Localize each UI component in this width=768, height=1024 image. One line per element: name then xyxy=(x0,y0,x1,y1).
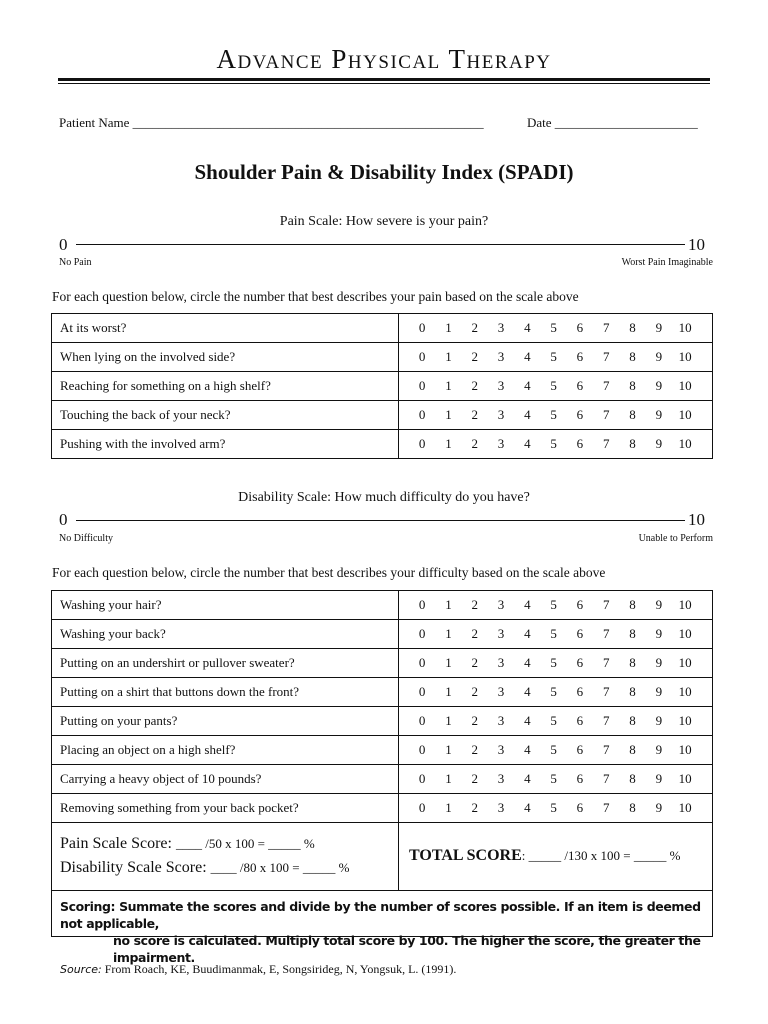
pain-rating-options xyxy=(399,430,713,459)
rating-option[interactable]: 5 xyxy=(550,407,557,422)
disability-rating-options xyxy=(399,765,713,794)
rating-option[interactable]: 3 xyxy=(497,771,505,786)
rating-option[interactable]: 3 xyxy=(497,320,505,335)
rating-option[interactable]: 5 xyxy=(550,320,557,335)
disability-scale-line xyxy=(76,520,685,521)
rating-option[interactable]: 0 xyxy=(418,407,426,422)
rating-option[interactable]: 1 xyxy=(445,684,452,699)
pain-rating-options xyxy=(399,401,713,430)
rating-option[interactable]: 8 xyxy=(629,407,636,422)
pain-questions-table xyxy=(51,313,713,459)
rating-option[interactable]: 2 xyxy=(471,407,478,422)
pain-question-label: Pushing with the involved arm? xyxy=(52,430,399,459)
scoring-line-2: no score is calculated. Multiply total score by 100. The higher the score, the greater the impairment. xyxy=(113,933,701,965)
disability-question-label: Putting on your pants? xyxy=(52,707,399,736)
rating-option[interactable]: 7 xyxy=(602,378,610,393)
rating-option[interactable]: 9 xyxy=(655,742,663,757)
rating-option[interactable]: 8 xyxy=(629,742,636,757)
rating-option[interactable]: 2 xyxy=(471,349,478,364)
rating-option[interactable]: 1 xyxy=(445,800,452,815)
rating-option[interactable]: 8 xyxy=(629,713,636,728)
disability-question-label: Placing an object on a high shelf? xyxy=(52,736,399,765)
disability-score-formula[interactable]: ____ /80 x 100 = _____ % xyxy=(210,860,350,875)
rating-option[interactable]: 3 xyxy=(497,597,505,612)
source-text: From Roach, KE, Buudimanmak, E, Songsirideg, N, Yongsuk, L. (1991). xyxy=(104,962,457,976)
rating-option[interactable]: 9 xyxy=(655,800,663,815)
date-field[interactable]: Date ______________________ xyxy=(527,115,698,130)
rating-option[interactable]: 8 xyxy=(629,655,636,670)
rating-option[interactable]: 7 xyxy=(602,320,610,335)
disability-question-label: Putting on a shirt that buttons down the front? xyxy=(52,678,399,707)
rating-option[interactable]: 4 xyxy=(524,742,531,757)
rating-option[interactable]: 0 xyxy=(418,771,426,786)
pain-row xyxy=(52,314,713,343)
rating-option[interactable]: 10 xyxy=(678,742,692,757)
rating-option[interactable]: 0 xyxy=(418,713,426,728)
rating-option[interactable]: 3 xyxy=(497,378,505,393)
disability-row xyxy=(52,678,713,707)
rating-option[interactable]: 2 xyxy=(471,626,478,641)
rating-option[interactable]: 10 xyxy=(678,684,692,699)
rating-option[interactable]: 4 xyxy=(524,349,531,364)
disability-rating-options xyxy=(399,736,713,765)
pain-scale-question: Pain Scale: How severe is your pain? xyxy=(279,214,489,229)
rating-option[interactable]: 10 xyxy=(678,349,692,364)
disability-rating-options xyxy=(399,649,713,678)
disability-scale-question: Disability Scale: How much difficulty do you have? xyxy=(238,490,530,505)
rating-option[interactable]: 3 xyxy=(497,436,505,451)
rating-option[interactable]: 5 xyxy=(550,800,557,815)
rating-option[interactable]: 1 xyxy=(445,771,452,786)
rating-option[interactable]: 10 xyxy=(678,800,692,815)
rating-option[interactable]: 10 xyxy=(678,771,692,786)
rating-option[interactable]: 5 xyxy=(550,655,557,670)
rating-option[interactable]: 8 xyxy=(629,378,636,393)
rating-option[interactable]: 3 xyxy=(497,655,505,670)
rating-option[interactable]: 8 xyxy=(629,800,636,815)
rating-option[interactable]: 0 xyxy=(418,800,426,815)
rating-option[interactable]: 1 xyxy=(445,436,452,451)
rating-option[interactable]: 9 xyxy=(655,436,663,451)
source-citation xyxy=(60,962,456,977)
disability-scale-min-label: No Difficulty xyxy=(59,533,113,544)
rating-option[interactable]: 3 xyxy=(497,349,505,364)
rating-option[interactable]: 0 xyxy=(418,597,426,612)
rating-option[interactable]: 6 xyxy=(576,597,584,612)
disability-row xyxy=(52,736,713,765)
rating-option[interactable]: 10 xyxy=(678,713,692,728)
disability-score-label: Disability Scale Score: xyxy=(60,859,207,876)
pain-row xyxy=(52,430,713,459)
disability-row xyxy=(52,591,713,620)
rating-option[interactable]: 10 xyxy=(678,378,692,393)
rating-option[interactable]: 5 xyxy=(550,349,557,364)
rating-option[interactable]: 6 xyxy=(576,436,584,451)
rating-option[interactable]: 0 xyxy=(418,378,426,393)
pain-question-label: At its worst? xyxy=(52,314,399,343)
rating-option[interactable]: 3 xyxy=(497,684,505,699)
rating-option[interactable]: 8 xyxy=(629,349,636,364)
rating-option[interactable]: 6 xyxy=(576,655,584,670)
rating-option[interactable]: 2 xyxy=(471,655,478,670)
disability-questions-table xyxy=(51,590,713,823)
pain-rating-options xyxy=(399,343,713,372)
rating-option[interactable]: 5 xyxy=(550,713,557,728)
disability-rating-options xyxy=(399,794,713,823)
disability-rating-options xyxy=(399,620,713,649)
rating-option[interactable]: 1 xyxy=(445,320,452,335)
rating-option[interactable]: 4 xyxy=(524,320,531,335)
disability-row xyxy=(52,765,713,794)
rating-option[interactable]: 9 xyxy=(655,320,663,335)
rating-option[interactable]: 7 xyxy=(602,349,610,364)
rating-option[interactable]: 4 xyxy=(524,800,531,815)
rating-option[interactable]: 2 xyxy=(471,597,478,612)
rating-option[interactable]: 10 xyxy=(678,626,692,641)
rating-option[interactable]: 1 xyxy=(445,626,452,641)
rating-option[interactable]: 6 xyxy=(576,349,584,364)
rating-option[interactable]: 9 xyxy=(655,771,663,786)
disability-rating-options xyxy=(399,591,713,620)
rating-option[interactable]: 4 xyxy=(524,378,531,393)
disability-scale-min: 0 xyxy=(59,510,68,529)
rating-option[interactable]: 9 xyxy=(655,626,663,641)
scoring-line-1: Summate the scores and divide by the number of scores possible. If an item is deemed not applicable, xyxy=(60,899,701,931)
rating-option[interactable]: 4 xyxy=(524,655,531,670)
disability-scale-max: 10 xyxy=(688,510,705,529)
rating-option[interactable]: 0 xyxy=(418,436,426,451)
rating-option[interactable]: 4 xyxy=(524,436,531,451)
rating-option[interactable]: 10 xyxy=(678,436,692,451)
disability-instruction: For each question below, circle the number that best describes your difficulty based on the scale above xyxy=(52,565,606,580)
rating-option[interactable]: 5 xyxy=(550,378,557,393)
rating-option[interactable]: 3 xyxy=(497,742,505,757)
header-rule-thin xyxy=(58,83,710,84)
score-divider xyxy=(398,822,399,891)
rating-option[interactable]: 9 xyxy=(655,349,663,364)
pain-scale-line xyxy=(76,244,685,245)
rating-option[interactable]: 8 xyxy=(629,626,636,641)
pain-score-label: Pain Scale Score: xyxy=(60,835,172,852)
rating-option[interactable]: 1 xyxy=(445,655,452,670)
rating-option[interactable]: 7 xyxy=(602,655,610,670)
pain-row xyxy=(52,343,713,372)
disability-scale-score xyxy=(60,859,349,877)
rating-option[interactable]: 1 xyxy=(445,378,452,393)
disability-row xyxy=(52,794,713,823)
rating-option[interactable]: 5 xyxy=(550,771,557,786)
pain-scale-score xyxy=(60,835,315,853)
rating-option[interactable]: 0 xyxy=(418,684,426,699)
rating-option[interactable]: 10 xyxy=(678,320,692,335)
pain-row xyxy=(52,372,713,401)
rating-option[interactable]: 2 xyxy=(471,436,478,451)
rating-option[interactable]: 7 xyxy=(602,436,610,451)
pain-rating-options xyxy=(399,372,713,401)
clinic-name: Advance Physical Therapy xyxy=(216,44,552,74)
rating-option[interactable]: 7 xyxy=(602,597,610,612)
disability-question-label: Putting on an undershirt or pullover sweater? xyxy=(52,649,399,678)
rating-option[interactable]: 4 xyxy=(524,771,531,786)
rating-option[interactable]: 6 xyxy=(576,800,584,815)
disability-row xyxy=(52,707,713,736)
rating-option[interactable]: 0 xyxy=(418,626,426,641)
pain-row xyxy=(52,401,713,430)
disability-question-label: Washing your back? xyxy=(52,620,399,649)
disability-question-label: Removing something from your back pocket? xyxy=(52,794,399,823)
rating-option[interactable]: 3 xyxy=(497,713,505,728)
rating-option[interactable]: 7 xyxy=(602,771,610,786)
scoring-label: Scoring: xyxy=(60,899,116,914)
rating-option[interactable]: 3 xyxy=(497,800,505,815)
rating-option[interactable]: 0 xyxy=(418,349,426,364)
pain-scale-max: 10 xyxy=(688,235,705,254)
rating-option[interactable]: 4 xyxy=(524,713,531,728)
pain-question-label: When lying on the involved side? xyxy=(52,343,399,372)
rating-option[interactable]: 1 xyxy=(445,597,452,612)
rating-option[interactable]: 2 xyxy=(471,742,478,757)
scoring-instructions xyxy=(60,898,710,966)
rating-option[interactable]: 5 xyxy=(550,684,557,699)
rating-option[interactable]: 9 xyxy=(655,713,663,728)
rating-option[interactable]: 4 xyxy=(524,597,531,612)
rating-option[interactable]: 8 xyxy=(629,320,636,335)
rating-option[interactable]: 5 xyxy=(550,436,557,451)
disability-question-label: Carrying a heavy object of 10 pounds? xyxy=(52,765,399,794)
rating-option[interactable]: 7 xyxy=(602,626,610,641)
disability-scale-max-label: Unable to Perform xyxy=(638,533,713,544)
rating-option[interactable]: 6 xyxy=(576,771,584,786)
pain-scale-min-label: No Pain xyxy=(59,257,92,268)
rating-option[interactable]: 9 xyxy=(655,655,663,670)
rating-option[interactable]: 7 xyxy=(602,742,610,757)
rating-option[interactable]: 6 xyxy=(576,742,584,757)
total-score-formula[interactable]: : _____ /130 x 100 = _____ % xyxy=(521,848,681,863)
rating-option[interactable]: 6 xyxy=(576,320,584,335)
form-title: Shoulder Pain & Disability Index (SPADI) xyxy=(194,160,574,184)
pain-instruction: For each question below, circle the number that best describes your pain based on the scale above xyxy=(52,289,579,304)
pain-scale-min: 0 xyxy=(59,235,68,254)
rating-option[interactable]: 4 xyxy=(524,407,531,422)
pain-question-label: Reaching for something on a high shelf? xyxy=(52,372,399,401)
rating-option[interactable]: 0 xyxy=(418,655,426,670)
rating-option[interactable]: 1 xyxy=(445,713,452,728)
total-score xyxy=(409,847,680,865)
rating-option[interactable]: 2 xyxy=(471,378,478,393)
rating-option[interactable]: 0 xyxy=(418,320,426,335)
rating-option[interactable]: 2 xyxy=(471,684,478,699)
rating-option[interactable]: 0 xyxy=(418,742,426,757)
rating-option[interactable]: 2 xyxy=(471,800,478,815)
rating-option[interactable]: 7 xyxy=(602,407,610,422)
rating-option[interactable]: 6 xyxy=(576,626,584,641)
rating-option[interactable]: 7 xyxy=(602,800,610,815)
rating-option[interactable]: 6 xyxy=(576,407,584,422)
rating-option[interactable]: 10 xyxy=(678,655,692,670)
rating-option[interactable]: 8 xyxy=(629,436,636,451)
rating-option[interactable]: 1 xyxy=(445,407,452,422)
rating-option[interactable]: 10 xyxy=(678,597,692,612)
rating-option[interactable]: 6 xyxy=(576,684,584,699)
disability-row xyxy=(52,620,713,649)
pain-question-label: Touching the back of your neck? xyxy=(52,401,399,430)
rating-option[interactable]: 2 xyxy=(471,713,478,728)
rating-option[interactable]: 5 xyxy=(550,626,557,641)
disability-question-label: Washing your hair? xyxy=(52,591,399,620)
rating-option[interactable]: 6 xyxy=(576,713,584,728)
rating-option[interactable]: 5 xyxy=(550,742,557,757)
rating-option[interactable]: 2 xyxy=(471,320,478,335)
rating-option[interactable]: 3 xyxy=(497,626,505,641)
rating-option[interactable]: 5 xyxy=(550,597,557,612)
rating-option[interactable]: 2 xyxy=(471,771,478,786)
rating-option[interactable]: 4 xyxy=(524,626,531,641)
rating-option[interactable]: 4 xyxy=(524,684,531,699)
total-score-label: TOTAL SCORE xyxy=(409,847,522,864)
source-label: Source: xyxy=(60,963,102,976)
pain-scale-max-label: Worst Pain Imaginable xyxy=(621,257,713,268)
rating-option[interactable]: 1 xyxy=(445,742,452,757)
rating-option[interactable]: 3 xyxy=(497,407,505,422)
header-rule-thick xyxy=(58,78,710,81)
rating-option[interactable]: 10 xyxy=(678,407,692,422)
disability-rating-options xyxy=(399,707,713,736)
disability-rating-options xyxy=(399,678,713,707)
rating-option[interactable]: 8 xyxy=(629,684,636,699)
pain-rating-options xyxy=(399,314,713,343)
patient-name-field[interactable]: Patient Name ______________________________________________________ xyxy=(59,115,484,130)
rating-option[interactable]: 8 xyxy=(629,597,636,612)
rating-option[interactable]: 9 xyxy=(655,684,663,699)
rating-option[interactable]: 8 xyxy=(629,771,636,786)
rating-option[interactable]: 9 xyxy=(655,407,663,422)
rating-option[interactable]: 1 xyxy=(445,349,452,364)
pain-score-formula[interactable]: ____ /50 x 100 = _____ % xyxy=(175,836,315,851)
rating-option[interactable]: 6 xyxy=(576,378,584,393)
rating-option[interactable]: 7 xyxy=(602,684,610,699)
rating-option[interactable]: 7 xyxy=(602,713,610,728)
rating-option[interactable]: 9 xyxy=(655,597,663,612)
rating-option[interactable]: 9 xyxy=(655,378,663,393)
disability-row xyxy=(52,649,713,678)
